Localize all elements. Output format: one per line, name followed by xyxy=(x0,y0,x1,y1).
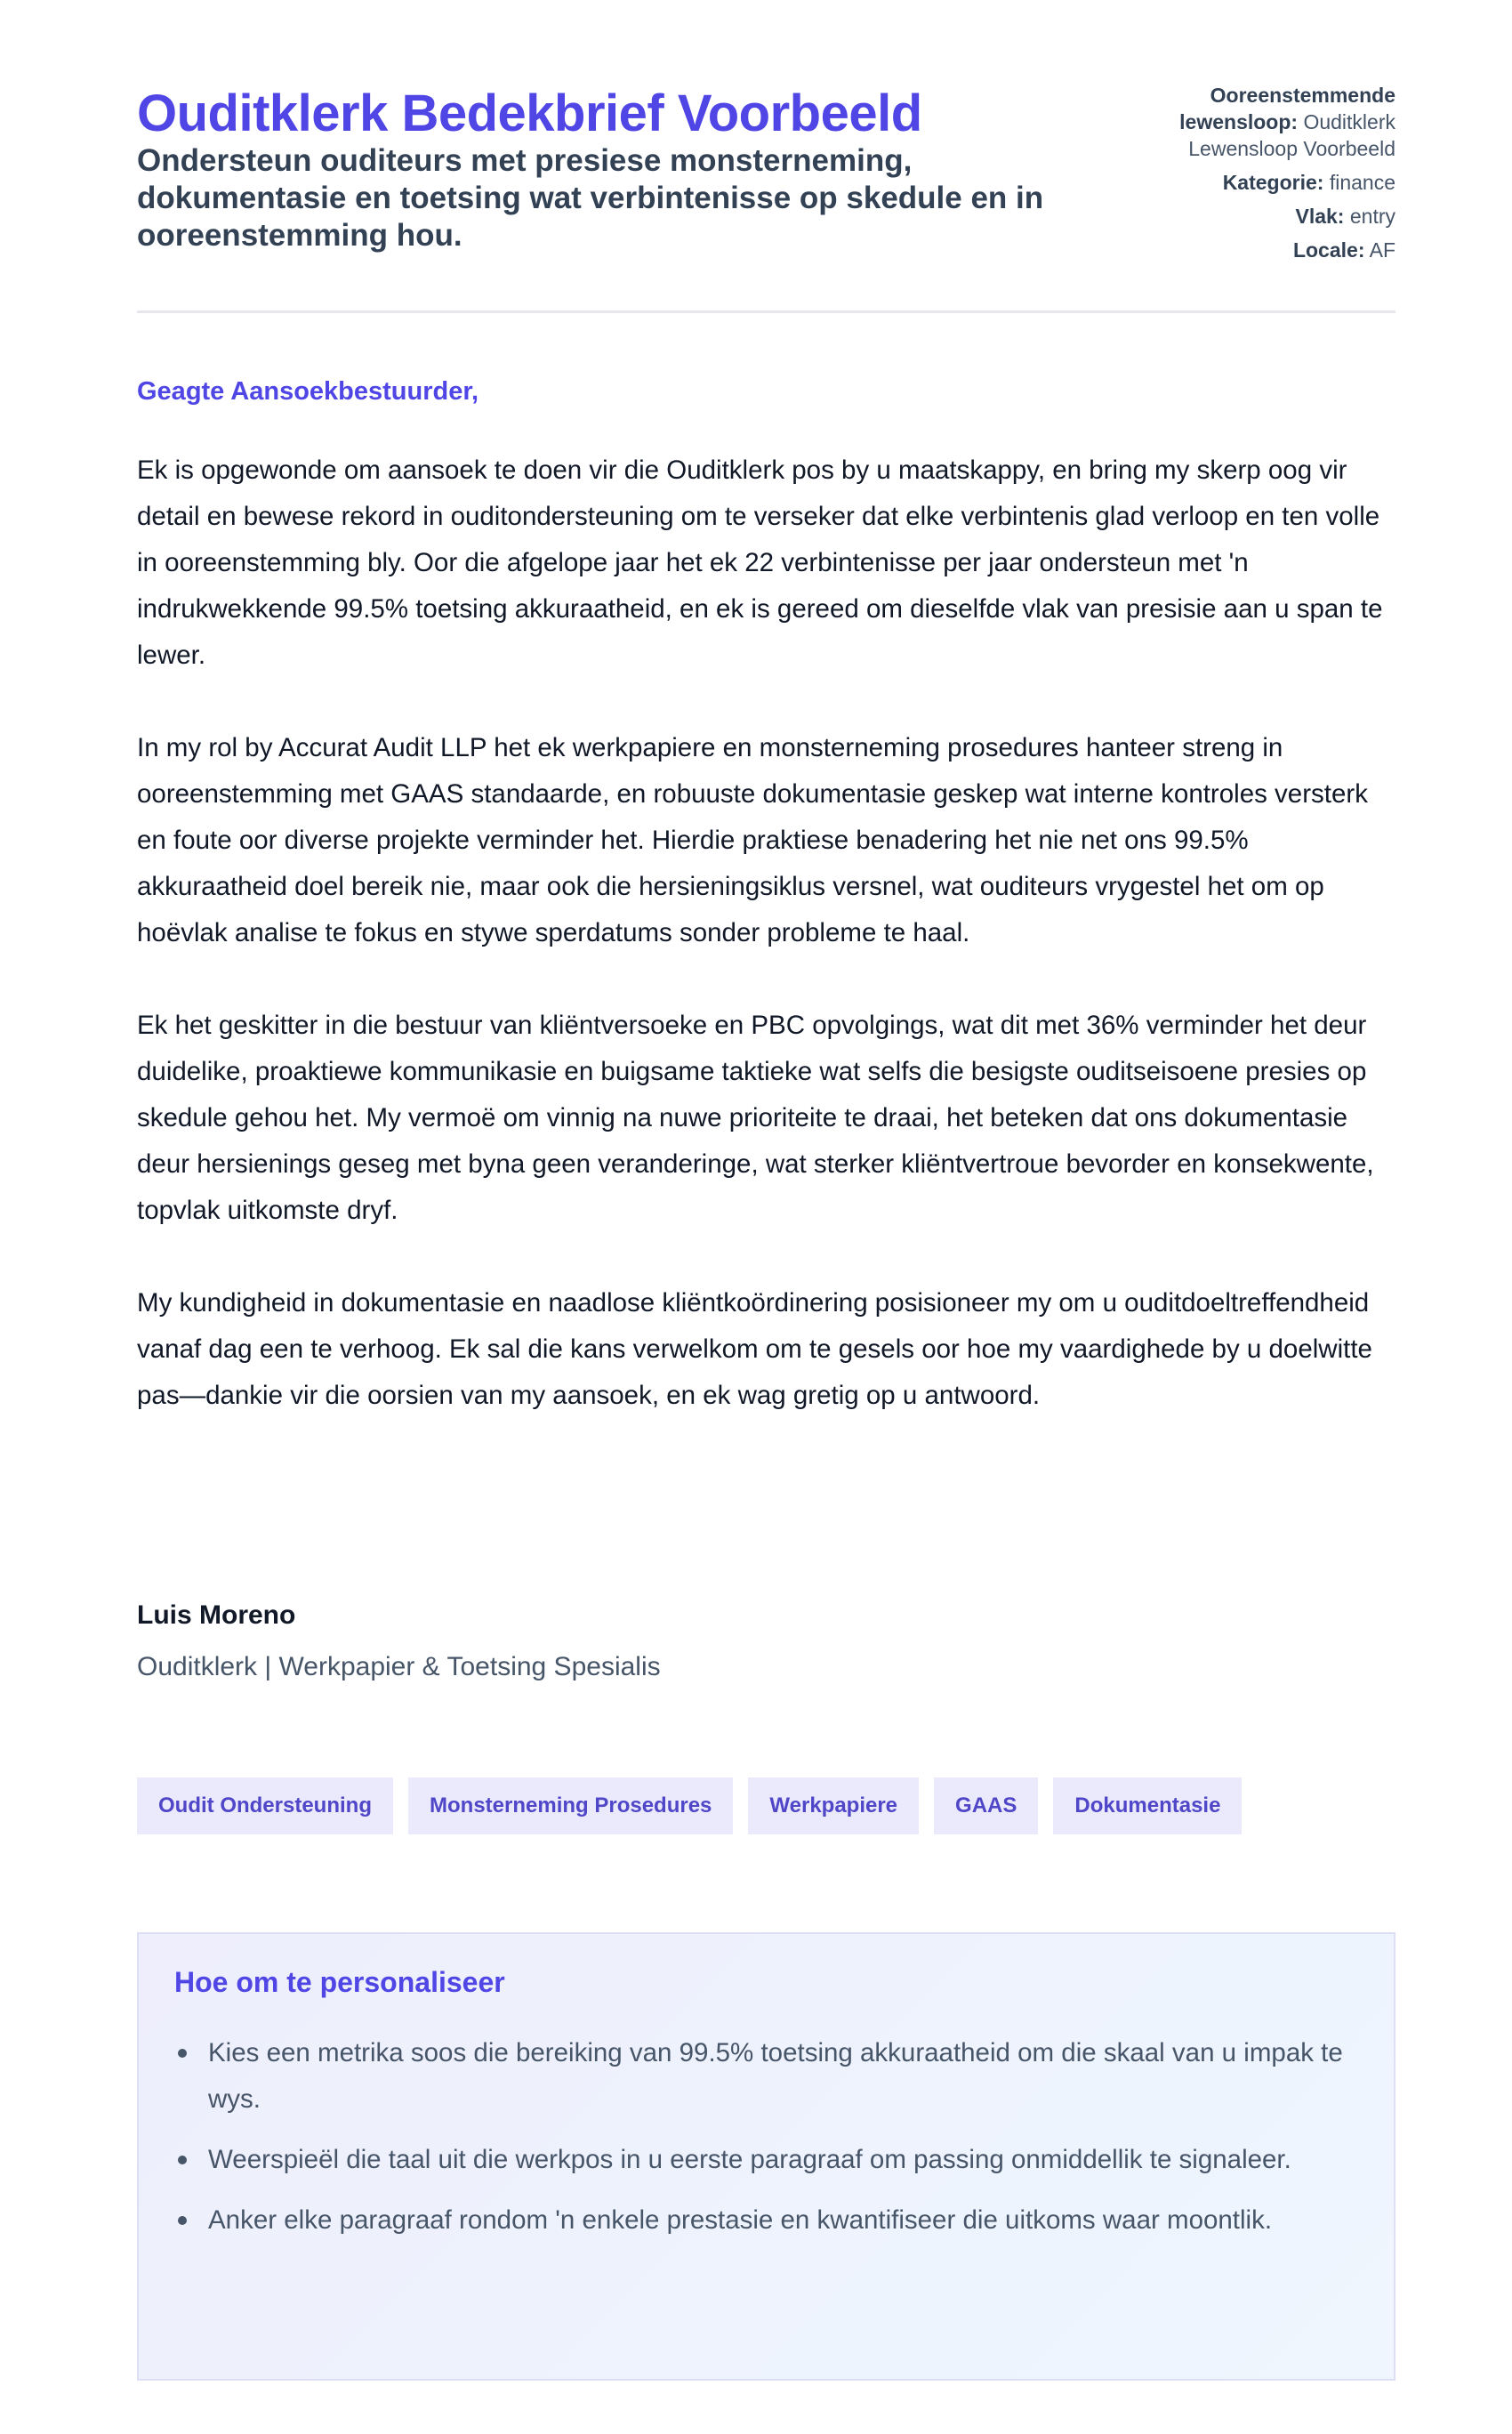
meta-category xyxy=(1138,169,1395,196)
letter-paragraph: In my rol by Accurat Audit LLP het ek werkpapiere en monsterneming prosedures hanteer streng in ooreenstemming met GAAS standaarde, en robuuste dokumentasie geskep wat interne kontroles versterk en foute oor diverse projekte verminder het. Hierdie praktiese benadering het nie net ons 99.5% akkuraatheid doel bereik nie, maar ook die hersieningsiklus versnel, wat ouditeurs vrygestel het om op hoëvlak analise te fokus en stywe sperdatums sonder probleme te haal. xyxy=(137,733,1368,947)
tip-text: Weerspieël die taal uit die werkpos in u eerste paragraaf om passing onmiddellik te signaleer. xyxy=(208,2145,1291,2174)
signature-name: Luis Moreno xyxy=(137,1600,296,1630)
meta-level xyxy=(1138,203,1395,230)
page-subtitle: Ondersteun ouditeurs met presiese monsterneming, dokumentasie en toetsing wat verbintenisse op skedule en in ooreenstemming hou. xyxy=(137,143,1044,253)
meta-value: Ouditklerk Lewensloop Voorbeeld xyxy=(1188,110,1395,160)
tip-item xyxy=(174,2197,1358,2244)
meta-locale xyxy=(1138,237,1395,263)
skill-tag: Oudit Ondersteuning xyxy=(137,1777,393,1834)
letter-body xyxy=(137,447,1395,1465)
meta-matching-resume xyxy=(1138,82,1395,162)
meta-label: Ooreenstemmende lewensloop: xyxy=(1179,84,1395,133)
bullet-icon xyxy=(178,2049,187,2058)
meta-label: Vlak: xyxy=(1295,205,1345,228)
skill-tags xyxy=(137,1777,1242,1834)
meta-info xyxy=(1138,82,1395,270)
letter-greeting: Geagte Aansoekbestuurder, xyxy=(137,377,479,406)
skill-tag: GAAS xyxy=(934,1777,1038,1834)
letter-paragraph: My kundigheid in dokumentasie en naadlose kliëntkoördinering posisioneer my om u ouditdoeltreffendheid vanaf dag een te verhoog. Ek sal die kans verwelkom om te gesels oor hoe my vaardighede by u doelwitte pas—dankie vir die oorsien van my aansoek, en ek wag gretig op u antwoord. xyxy=(137,1288,1372,1410)
bullet-icon xyxy=(178,2216,187,2225)
tips-list xyxy=(174,2030,1358,2244)
skill-tag: Dokumentasie xyxy=(1053,1777,1242,1834)
bullet-icon xyxy=(178,2156,187,2164)
tip-text: Anker elke paragraaf rondom 'n enkele prestasie en kwantifiseer die uitkoms waar moontlik. xyxy=(208,2205,1273,2235)
skill-tag: Monsterneming Prosedures xyxy=(408,1777,733,1834)
tip-item xyxy=(174,2137,1358,2183)
cover-letter-page xyxy=(137,0,1395,2235)
tips-heading: Hoe om te personaliseer xyxy=(174,1966,505,1998)
meta-label: Kategorie: xyxy=(1222,171,1324,194)
page-title: Ouditklerk Bedekbrief Voorbeeld xyxy=(137,85,922,142)
skill-tag: Werkpapiere xyxy=(748,1777,919,1834)
tip-item xyxy=(174,2030,1358,2123)
letter-paragraph: Ek het geskitter in die bestuur van kliëntversoeke en PBC opvolgings, wat dit met 36% verminder het deur duidelike, proaktiewe kommunikasie en buigsame taktieke wat selfs die besigste ouditseisoene presies op skedule gehou het. My vermoë om vinnig na nuwe prioriteite te draai, het beteken dat ons dokumentasie deur hersienings geseg met byna geen veranderinge, wat sterker kliëntvertroue bevorder en konsekwente, topvlak uitkomste dryf. xyxy=(137,1011,1374,1225)
personalization-tips xyxy=(137,1932,1395,2381)
signature-title: Ouditklerk | Werkpapier & Toetsing Spesialis xyxy=(137,1652,661,1681)
tip-text: Kies een metrika soos die bereiking van 99.5% toetsing akkuraatheid om die skaal van u impak te wys. xyxy=(208,2038,1343,2114)
meta-value: entry xyxy=(1349,205,1395,228)
letter-paragraph: Ek is opgewonde om aansoek te doen vir die Ouditklerk pos by u maatskappy, en bring my skerp oog vir detail en bewese rekord in ouditondersteuning om te verseker dat elke verbintenis glad verloop en ten volle in ooreenstemming bly. Oor die afgelope jaar het ek 22 verbintenisse per jaar ondersteun met 'n indrukwekkende 99.5% toetsing akkuraatheid, en ek is gereed om dieselfde vlak van presisie aan u span te lewer. xyxy=(137,455,1383,670)
page-header xyxy=(137,0,1395,313)
meta-value: finance xyxy=(1329,171,1395,194)
meta-label: Locale: xyxy=(1292,238,1365,262)
meta-value: AF xyxy=(1369,238,1395,262)
